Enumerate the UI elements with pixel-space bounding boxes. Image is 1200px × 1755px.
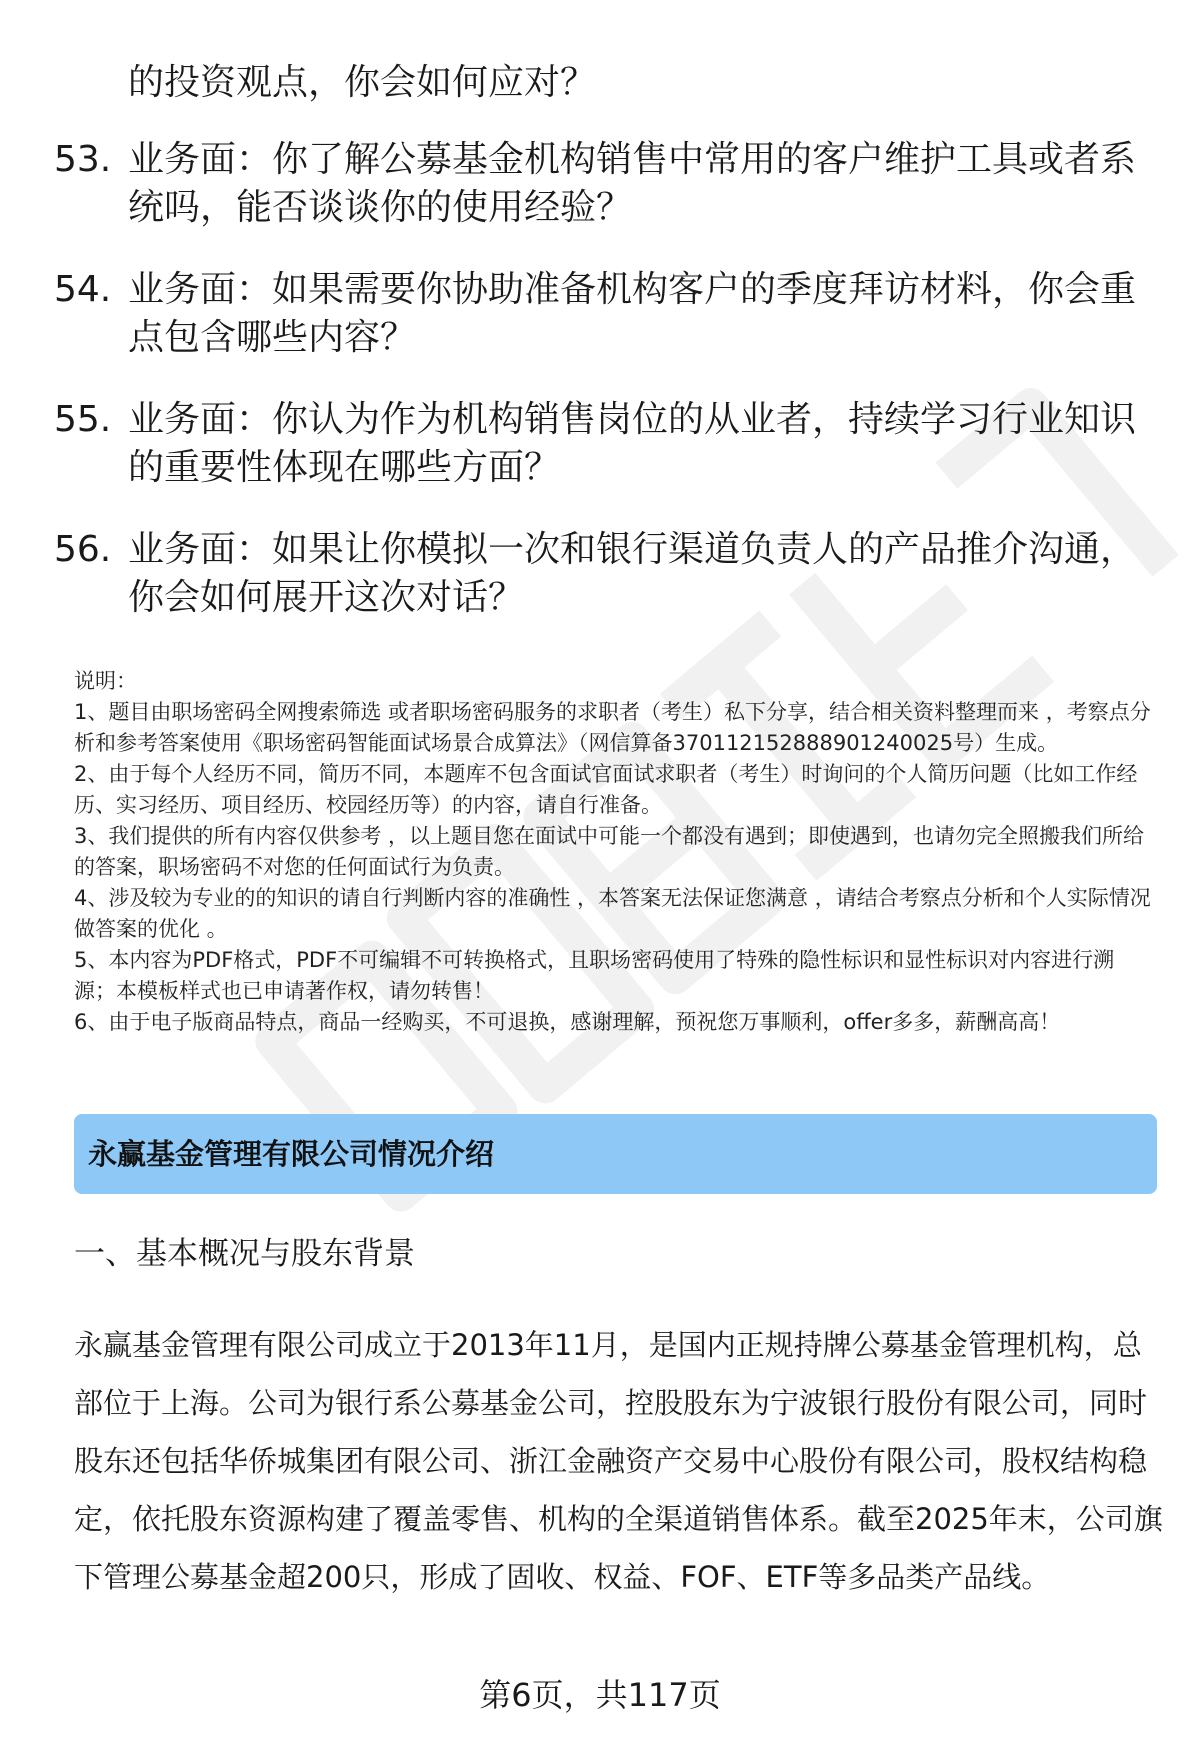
note-item: 6、由于电子版商品特点，商品一经购买，不可退换，感谢理解，预祝您万事顺利，offer多多，薪酬高高！ [74, 1010, 1061, 1034]
section-heading: 一、基本概况与股东背景 [74, 1236, 415, 1272]
section-banner-title: 永赢基金管理有限公司情况介绍 [88, 1137, 495, 1171]
question-text: 业务面：如果让你模拟一次和银行渠道负责人的产品推介沟通，你会如何展开这次对话？ [128, 529, 1137, 618]
question-number: 54. [54, 269, 112, 310]
section-banner [74, 1114, 1157, 1194]
question-item [0, 526, 1200, 622]
note-item: 1、题目由职场密码全网搜索筛选 或者职场密码服务的求职者（考生）私下分享，结合相关资料整理而来 ，考察点分析和参考答案使用《职场密码智能面试场景合成算法》（网信算备370112152888901240025号）生成。 [74, 700, 1151, 755]
note-item: 3、我们提供的所有内容仅供参考 ，以上题目您在面试中可能一个都没有遇到；即使遇到，也请勿完全照搬我们所给的答案，职场密码不对您的任何面试行为负责。 [74, 824, 1145, 879]
question-item [0, 136, 1200, 232]
note-item: 5、本内容为PDF格式，PDF不可编辑不可转换格式，且职场密码使用了特殊的隐性标识和显性标识对内容进行溯源；本模板样式也已申请著作权，请勿转售！ [74, 948, 1115, 1003]
page-footer: 第6页，共117页 [479, 1676, 721, 1714]
question-text: 业务面：如果需要你协助准备机构客户的季度拜访材料，你会重点包含哪些内容？ [128, 269, 1137, 358]
question-list [0, 136, 1200, 656]
question-number: 55. [54, 399, 112, 440]
question-number: 56. [54, 529, 112, 570]
question-text: 业务面：你了解公募基金机构销售中常用的客户维护工具或者系统吗，能否谈谈你的使用经验？ [128, 139, 1137, 228]
notes-heading: 说明： [74, 669, 137, 693]
question-number: 53. [54, 139, 112, 180]
note-item: 2、由于每个人经历不同，简历不同，本题库不包含面试官面试求职者（考生）时询问的个人简历问题（比如工作经历、实习经历、项目经历、校园经历等）的内容，请自行准备。 [74, 762, 1138, 817]
question-continuation: 的投资观点，你会如何应对？ [128, 62, 597, 103]
section-body-paragraph: 永赢基金管理有限公司成立于2013年11月，是国内正规持牌公募基金管理机构，总部位于上海。公司为银行系公募基金公司，控股股东为宁波银行股份有限公司，同时股东还包括华侨城集团有限公司、浙江金融资产交易中心股份有限公司，股权结构稳定，依托股东资源构建了覆盖零售、机构的全渠道销售体系。截至2025年末，公司旗下管理公募基金超200只，形成了固收、权益、FOF、ETF等多品类产品线。 [74, 1328, 1163, 1594]
question-item [0, 396, 1200, 492]
note-item: 4、涉及较为专业的的知识的请自行判断内容的准确性 ，本答案无法保证您满意 ，请结合考察点分析和个人实际情况做答案的优化 。 [74, 886, 1151, 941]
question-item [0, 266, 1200, 362]
notes-block [74, 666, 1154, 1038]
question-text: 业务面：你认为作为机构销售岗位的从业者，持续学习行业知识的重要性体现在哪些方面？ [128, 399, 1137, 488]
